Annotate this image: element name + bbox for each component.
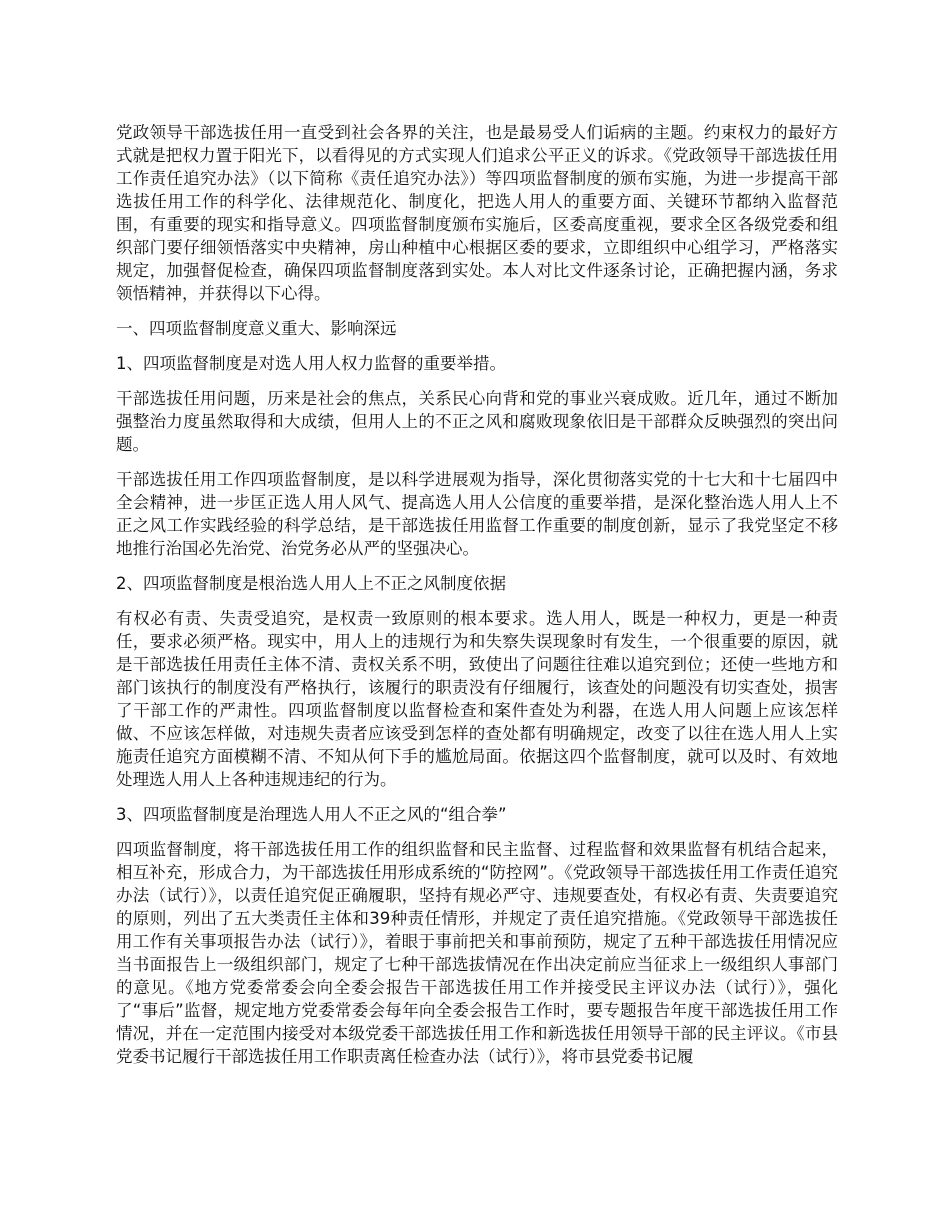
body-paragraph: 干部选拔任用工作四项监督制度，是以科学进展观为指导，深化贯彻落实党的十七大和十七届四中全会精神，进一步匡正选人用人风气、提高选人用人公信度的重要举措，是深化整治选人用人上不正之风工作实践经验的科学总结，是干部选拔任用监督工作重要的制度创新，显示了我党坚定不移地推行治国必先治党、治党务必从严的坚强决心。 (116, 470, 838, 558)
intro-paragraph: 党政领导干部选拔任用一直受到社会各界的关注，也是最易受人们诟病的主题。约束权力的最好方式就是把权力置于阳光下，以看得见的方式实现人们追求公平正义的诉求。《党政领导干部选拔任用工作责任追究办法》（以下简称《责任追究办法》）等四项监督制度的颁布实施，为进一步提高干部选拔任用工作的科学化、法律规范化、制度化，把选人用人的重要方面、关键环节都纳入监督范围，有重要的现实和指导意义。四项监督制度颁布实施后，区委高度重视，要求全区各级党委和组织部门要仔细领悟落实中央精神，房山种植中心根据区委的要求，立即组织中心组学习，严格落实规定，加强督促检查，确保四项监督制度落到实处。本人对比文件逐条讨论，正确把握内涵，务求领悟精神，并获得以下心得。 (116, 123, 838, 303)
section-heading: 一、四项监督制度意义重大、影响深远 (116, 319, 397, 338)
document-body (116, 121, 838, 1080)
body-paragraph: 四项监督制度，将干部选拔任用工作的组织监督和民主监督、过程监督和效果监督有机结合起来，相互补充，形成合力，为干部选拔任用形成系统的“防控网”。《党政领导干部选拔任用工作责任追究办法（试行）》，以责任追究促正确履职，坚持有规必严守、违规要查处，有权必有责、失责要追究的原则，列出了五大类责任主体和39种责任情形，并规定了责任追究措施。《党政领导干部选拔任用工作有关事项报告办法（试行）》，着眼于事前把关和事前预防，规定了五种干部选拔任用情况应当书面报告上一级组织部门，规定了七种干部选拔情况在作出决定前应当征求上一级组织人事部门的意见。《地方党委常委会向全委会报告干部选拔任用工作并接受民主评议办法（试行）》，强化了“事后”监督，规定地方党委常委会每年向全委会报告工作时，要专题报告年度干部选拔任用工作情况，并在一定范围内接受对本级党委干部选拔任用工作和新选拔任用领导干部的民主评议。《市县党委书记履行干部选拔任用工作职责离任检查办法（试行）》，将市县党委书记履 (116, 840, 838, 1066)
subsection-heading-1: 1、四项监督制度是对选人用人权力监督的重要举措。 (116, 354, 506, 373)
body-paragraph: 干部选拔任用问题，历来是社会的焦点，关系民心向背和党的事业兴衰成败。近几年，通过不断加强整治力度虽然取得和大成绩，但用人上的不正之风和腐败现象依旧是干部群众反映强烈的突出问题。 (116, 389, 838, 454)
subsection-heading-3: 3、四项监督制度是治理选人用人不正之风的“组合拳” (116, 805, 507, 824)
body-paragraph: 有权必有责、失责受追究，是权责一致原则的根本要求。选人用人，既是一种权力，更是一种责任，要求必须严格。现实中，用人上的违规行为和失察失误现象时有发生，一个很重要的原因，就是干部选拔任用责任主体不清、责权关系不明，致使出了问题往往难以追究到位；还使一些地方和部门该执行的制度没有严格执行，该履行的职责没有仔细履行，该查处的问题没有切实查处，损害了干部工作的严肃性。四项监督制度以监督检查和案件查处为利器，在选人用人问题上应该怎样做、不应该怎样做，对违规失责者应该受到怎样的查处都有明确规定，改变了以往在选人用人上实施责任追究方面模糊不清、不知从何下手的尴尬局面。依据这四个监督制度，就可以及时、有效地处理选人用人上各种违规违纪的行为。 (116, 609, 838, 789)
subsection-heading-2: 2、四项监督制度是根治选人用人上不正之风制度依据 (116, 574, 506, 593)
